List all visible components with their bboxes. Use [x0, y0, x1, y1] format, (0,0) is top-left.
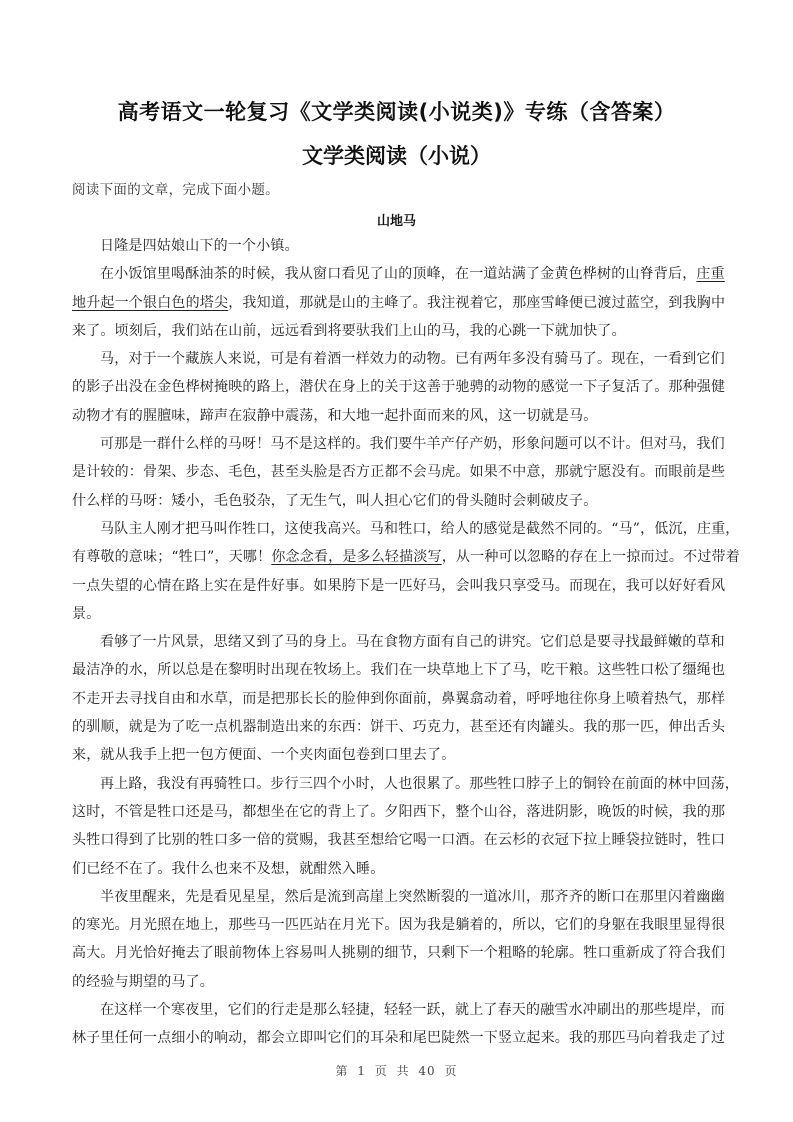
- text-line: 在这样一个寒夜里，它们的行走是那么轻捷，轻轻一跃，就上了春天的融雪水冲刷出的那些堤岸，而: [100, 1002, 725, 1019]
- document-title: 高考语文一轮复习《文学类阅读(小说类)》专练（含答案）: [117, 100, 676, 124]
- text-line: 林子里任何一点细小的响动，都会立即叫它们的耳朵和尾巴陡然一下竖立起来。我的那匹马向着我走了过: [72, 1030, 726, 1047]
- text-line: 马队主人刚才把马叫作牲口，这使我高兴。马和牲口，给人的感觉是截然不同的。“马”，低沉，庄重，: [100, 520, 740, 537]
- paragraph-4: [72, 430, 726, 515]
- text-line: 的驯顺，就是为了吃一点机器制造出来的东西：饼干、巧克力，甚至还有肉罐头。我的那一匹，伸出舌头: [72, 719, 726, 736]
- text-line: 动物才有的腥膻味，蹄声在寂静中震荡，和大地一起扑面而来的风，这一切就是马。: [72, 407, 598, 424]
- text-line: 有尊敬的意味；“牲口”，天哪！你念念看，是多么轻描淡写，从一种可以忽略的存在上一掠而过。不过带着: [72, 549, 740, 566]
- underlined-text: 你念念看，是多么轻描淡写: [271, 549, 442, 566]
- text-line: 什么样的马呀：矮小，毛色驳杂，了无生气，叫人担心它们的骨头随时会刺破皮子。: [72, 492, 598, 509]
- text-line: 再上路，我没有再骑牲口。步行三四个小时，人也很累了。那些牲口脖子上的铜铃在前面的林中回荡，: [100, 775, 739, 792]
- text-line: 景。: [72, 605, 101, 622]
- paragraph-3: [72, 345, 726, 430]
- page-number-footer: 第 1 页 共 40 页: [335, 1064, 458, 1078]
- text-line: 头牲口得到了比别的牲口多一倍的赏赐，我甚至想给它喝一口酒。在云杉的衣冠下拉上睡袋拉链时，牲口: [72, 832, 726, 849]
- paragraph-6: [72, 628, 726, 769]
- text-line: 是计较的：骨架、步态、毛色，甚至头脸是否方正都不会马虎。如果不中意，那就宁愿没有。而眼前是些: [72, 464, 726, 481]
- text-line: 来，就从我手上把一包方便面、一个夹肉面包卷到口里去了。: [72, 747, 456, 764]
- text-line: 马，对于一个藏族人来说，可是有着酒一样效力的动物。已有两年多没有骑马了。现在，一看到它们: [100, 351, 725, 368]
- text-line: 日隆是四姑娘山下的一个小镇。: [100, 238, 299, 254]
- text-line: 地升起一个银白色的塔尖，我知道，那就是山的主峰了。我注视着它，那座雪峰便已渡过蓝空，到我胸中: [72, 294, 726, 311]
- paragraph-1: [72, 232, 722, 260]
- text-line: 的经验与期望的马了。: [72, 973, 214, 990]
- text-line: 们已经不在了。我什么也来不及想，就酣然入睡。: [72, 860, 385, 877]
- text-line: 一点失望的心情在路上实在是件好事。如果胯下是一匹好马，会叫我只享受马。而现在，我可以好好看风: [72, 577, 726, 594]
- text-line: 的寒光。月光照在地上，那些马一匹匹站在月光下。因为我是躺着的，所以，它们的身躯在我眼里显得很: [72, 917, 726, 934]
- text-line: 最洁净的水，所以总是在黎明时出现在牧场上。我们在一块草地上下了马，吃干粮。这些牲口松了缰绳也: [72, 662, 726, 679]
- reading-instruction: 阅读下面的文章，完成下面小题。: [72, 182, 279, 198]
- paragraph-9: [72, 996, 726, 1053]
- text-line: 高大。月光恰好掩去了眼前物体上容易叫人挑剔的细节，只剩下一个粗略的轮廓。牲口重新成了符合我们: [72, 945, 726, 962]
- text-line: 看够了一片风景，思绪又到了马的身上。马在食物方面有自己的讲究。它们总是要寻找最鲜嫩的草和: [100, 634, 725, 651]
- text-line: 这时，不管是牲口还是马，都想坐在它的背上了。夕阳西下，整个山谷，落进阴影，晚饭的时候，我的那: [72, 803, 726, 820]
- text-line: 在小饭馆里喝酥油茶的时候，我从窗口看见了山的顶峰，在一道站满了金黄色桦树的山脊背后，庄重: [100, 266, 725, 283]
- text-line: 的影子出没在金色桦树掩映的路上，潜伏在身上的关于这善于驰骋的动物的感觉一下子复活了。那种强健: [72, 379, 726, 396]
- text-line: 可那是一群什么样的马呀！马不是这样的。我们要牛羊产仔产奶，形象问题可以不计。但对马，我们: [100, 436, 725, 453]
- underlined-text: 地升起一个银白色的塔尖: [72, 294, 229, 311]
- article-body: [72, 232, 740, 1053]
- paragraph-5: [72, 515, 740, 628]
- paragraph-2: [72, 260, 726, 345]
- paragraph-8: [72, 883, 726, 996]
- text-line: 来了。顷刻后，我们站在山前，远远看到将要驮我们上山的马，我的心跳一下就加快了。: [72, 322, 626, 339]
- text-line: 不走开去寻找自由和水草，而是把那长长的脸伸到你面前，鼻翼翕动着，呼呼地往你身上喷着热气，那样: [72, 690, 726, 707]
- article-title: 山地马: [376, 214, 416, 229]
- paragraph-7: [72, 770, 739, 883]
- underlined-text: 庄重: [696, 266, 725, 283]
- text-line: 半夜里醒来，先是看见星星，然后是流到高崖上突然断裂的一道冰川，那齐齐的断口在那里闪着幽幽: [100, 888, 725, 905]
- document-subtitle: 文学类阅读（小说）: [302, 144, 491, 168]
